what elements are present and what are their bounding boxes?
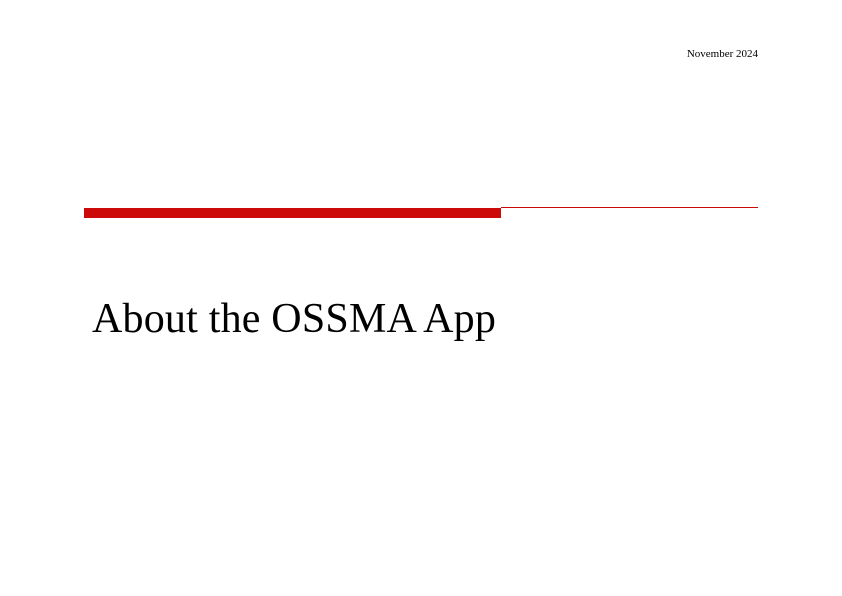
document-date: November 2024: [686, 48, 758, 60]
accent-rule-thin: [501, 207, 758, 208]
accent-rule-thick: [84, 208, 501, 218]
page-title: About the OSSMA App: [92, 296, 497, 342]
